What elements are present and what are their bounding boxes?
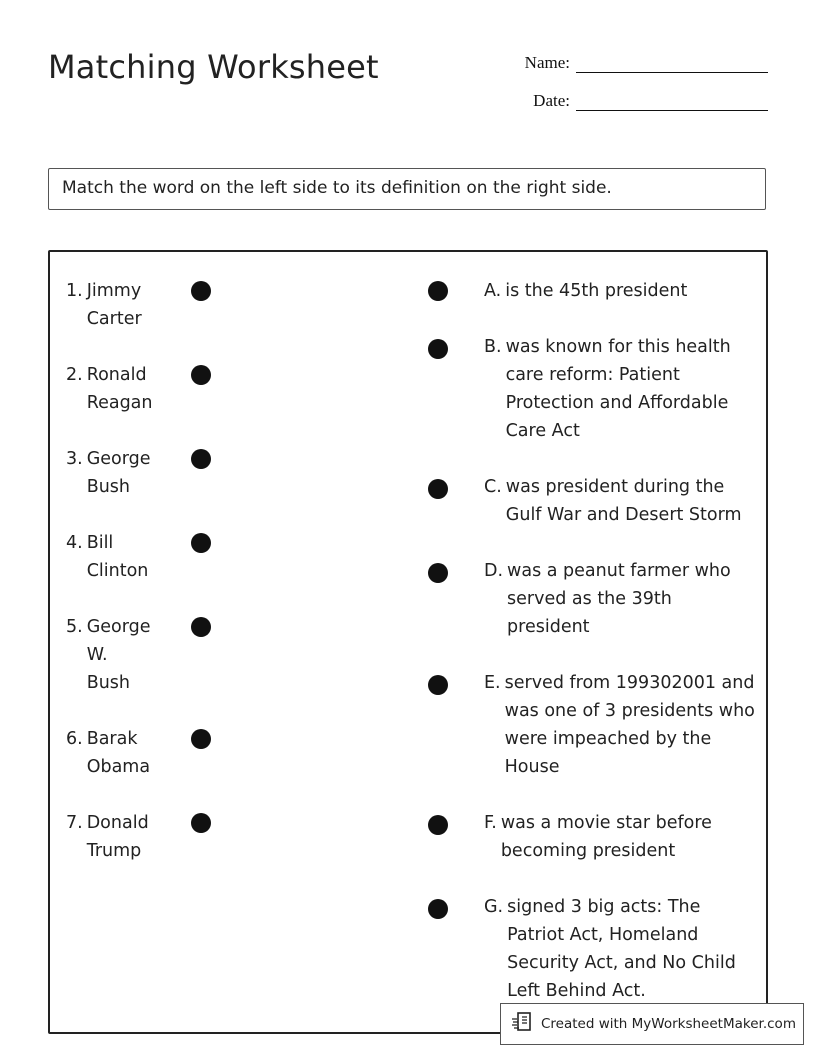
term-number: 6.: [66, 729, 83, 749]
definition-c: [484, 473, 756, 529]
definition-text: signed 3 big acts: The Patriot Act, Homeland Security Act, and No Child Left Behind Act.: [507, 897, 736, 1001]
term-2-dot[interactable]: [191, 365, 211, 385]
definition-letter: C.: [484, 477, 502, 497]
worksheet-maker-logo-icon: [511, 1011, 541, 1037]
definition-f: [484, 809, 756, 865]
term-text: Bill Clinton: [86, 533, 149, 581]
term-text: Barak Obama: [86, 729, 151, 777]
term-number: 1.: [66, 281, 83, 301]
definition-letter: F.: [484, 813, 497, 833]
term-5: [66, 613, 151, 697]
term-4: [66, 529, 176, 585]
definition-letter: G.: [484, 897, 504, 917]
term-1: [66, 277, 176, 333]
instructions-box: Match the word on the left side to its definition on the right side.: [48, 168, 766, 210]
term-number: 2.: [66, 365, 83, 385]
definition-text: was known for this health care reform: Patient Protection and Affordable Care Act: [505, 337, 731, 441]
term-number: 3.: [66, 449, 83, 469]
term-number: 7.: [66, 813, 83, 833]
definition-letter: A.: [484, 281, 502, 301]
term-number: 5.: [66, 617, 83, 637]
definition-d: [484, 557, 756, 641]
credit-text: Created with MyWorksheetMaker.com: [541, 1016, 796, 1032]
term-text: Jimmy Carter: [86, 281, 142, 329]
definition-b: [484, 333, 746, 445]
definition-a-dot[interactable]: [428, 281, 448, 301]
definition-a: [484, 277, 756, 305]
name-label: Name:: [524, 53, 570, 72]
term-6-dot[interactable]: [191, 729, 211, 749]
definition-text: was a movie star before becoming president: [500, 813, 712, 861]
name-line[interactable]: [576, 54, 768, 73]
date-field: [533, 91, 768, 111]
definition-text: served from 199302001 and was one of 3 presidents who were impeached by the House: [504, 673, 755, 777]
term-text: Ronald Reagan: [86, 365, 153, 413]
term-3-dot[interactable]: [191, 449, 211, 469]
date-line[interactable]: [576, 92, 768, 111]
name-field: [525, 53, 768, 73]
definition-text: is the 45th president: [505, 281, 688, 301]
definition-f-dot[interactable]: [428, 815, 448, 835]
definition-b-dot[interactable]: [428, 339, 448, 359]
definition-d-dot[interactable]: [428, 563, 448, 583]
term-6: [66, 725, 176, 781]
term-number: 4.: [66, 533, 83, 553]
definition-g-dot[interactable]: [428, 899, 448, 919]
definition-c-dot[interactable]: [428, 479, 448, 499]
term-7: [66, 809, 176, 865]
term-2: [66, 361, 176, 417]
term-1-dot[interactable]: [191, 281, 211, 301]
term-4-dot[interactable]: [191, 533, 211, 553]
term-7-dot[interactable]: [191, 813, 211, 833]
term-3: [66, 445, 176, 501]
definition-letter: B.: [484, 337, 502, 357]
term-text: Donald Trump: [86, 813, 149, 861]
term-text: George W. Bush: [86, 617, 151, 693]
term-5-dot[interactable]: [191, 617, 211, 637]
definition-text: was president during the Gulf War and Desert Storm: [505, 477, 742, 525]
definition-text: was a peanut farmer who served as the 39th president: [507, 561, 731, 637]
definition-e: [484, 669, 756, 781]
term-text: George Bush: [86, 449, 151, 497]
definition-e-dot[interactable]: [428, 675, 448, 695]
definition-letter: D.: [484, 561, 504, 581]
date-label: Date:: [533, 91, 570, 110]
page-title: Matching Worksheet: [48, 48, 379, 86]
credit-badge[interactable]: [500, 1003, 804, 1045]
definition-letter: E.: [484, 673, 501, 693]
definition-g: [484, 893, 756, 1005]
